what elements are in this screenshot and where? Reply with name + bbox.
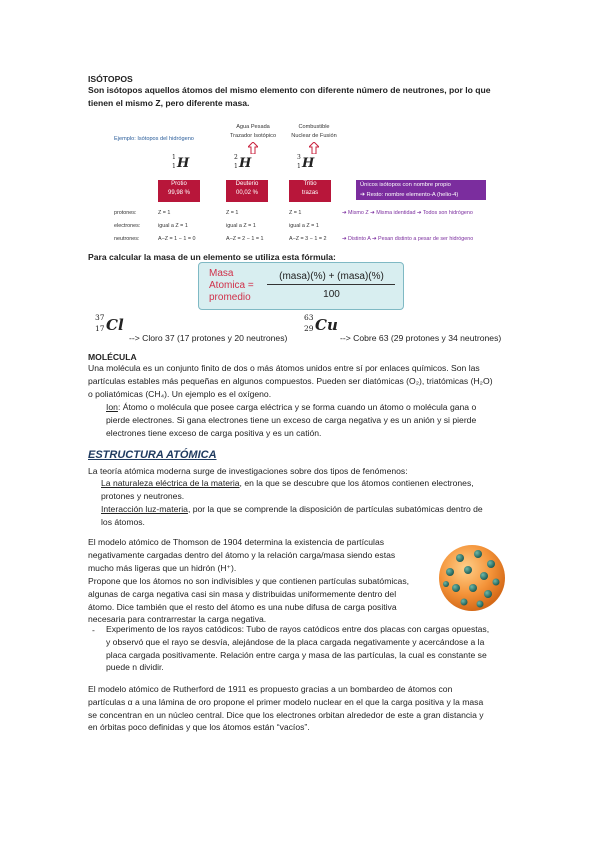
formula-numerator: (masa)(%) + (masa)(%) [279, 271, 384, 282]
cell: A−Z = 1 − 1 = 0 [158, 236, 196, 242]
thomson-paragraph-2: Propone que los átomos no son indivisibles y que contienen partículas subatómicas, algunas de carga negativa casi sin masa y distribuidas uniformemente dentro del átomo. Dice también que el resto del átomo es una nube difusa de carga positiva necesaria para contrarrestar la carga negativa. [88, 576, 410, 625]
isotope-box-protio: Protio 99,98 % [158, 180, 200, 202]
isotope-figure [114, 118, 508, 246]
formula-label-3: promedio [209, 292, 251, 303]
formula-label-1: Masa [209, 268, 234, 279]
cell: igual a Z = 1 [158, 223, 188, 229]
estructura-item-2: Interacción luz-materia, por la que se comprende la disposición de partículas subatómicas dentro de los átomos. [101, 504, 483, 527]
cell: A−Z = 3 − 1 = 2 [289, 236, 327, 242]
bullet-marker: - [92, 625, 95, 635]
formula-label-2: Atomica = [209, 280, 254, 291]
cell: Z = 1 [226, 210, 239, 216]
row-label-neutrones: neutrones: [114, 236, 140, 242]
estructura-intro: La teoría atómica moderna surge de investigaciones sobre dos tipos de fenómenos: [88, 466, 408, 476]
cell: Z = 1 [289, 210, 302, 216]
example-label: Ejemplo: Isótopos del hidrógeno [114, 136, 194, 142]
element-chlorine-symbol: 37 17 Cl [95, 313, 124, 334]
fraction-line [267, 284, 395, 285]
cell: igual a Z = 1 [226, 223, 256, 229]
element-copper-symbol: 63 29 Cu [304, 313, 338, 334]
arrow-up-icon [309, 142, 319, 154]
copper-text: --> Cobre 63 (29 protones y 34 neutrones) [340, 333, 502, 343]
top-label-tritio: Combustible Nuclear de Fusión [291, 124, 337, 139]
isotope-symbol-protio: 1 1 H [172, 154, 190, 171]
isotope-symbol-deuterio: 2 1 H [234, 154, 252, 171]
thomson-paragraph-1: El modelo atómico de Thomson de 1904 determina la existencia de partículas negativamente cargadas dentro del átomo y la relación carga/masa siendo estas mucho más ligeras que un hidrón (H⁺). [88, 537, 396, 573]
cell: igual a Z = 1 [289, 223, 319, 229]
masa-intro: Para calcular la masa de un elemento se utiliza esta fórmula: [88, 252, 336, 262]
molecula-title: MOLÉCULA [88, 352, 137, 362]
top-label-deuterio: Agua Pesada Trazador Isotópico [229, 124, 277, 139]
row-label-protones: protones: [114, 210, 137, 216]
mass-formula [198, 262, 404, 310]
formula-denominator: 100 [323, 289, 340, 300]
plum-pudding-atom-illustration [436, 542, 508, 614]
cell: Z = 1 [158, 210, 171, 216]
cell-note: ➔ Distinto A ➔ Pesan distinto a pesar de ser hidrógeno [342, 236, 474, 242]
cell-note: ➔ Mismo Z ➔ Misma identidad ➔ Todos son hidrógeno [342, 210, 473, 216]
isotope-box-tritio: Tritio trazas [289, 180, 331, 202]
chlorine-text: --> Cloro 37 (17 protones y 20 neutrones) [129, 333, 288, 343]
row-label-electrones: electrones: [114, 223, 141, 229]
isotopos-title: ISÓTOPOS [88, 74, 133, 84]
thomson-experiment: Experimento de los rayos catódicos: Tubo de rayos catódicos entre dos placas con cargas opuestas, y observó que el rayo se desvía, alejándose de la placa cargada negativamente y acercándose a la placa cargada positivamente. Relación entre carga y masa de las partículas, la cual es constante se puede n dividir. [106, 624, 490, 673]
isotope-symbol-tritio: 3 1 H [297, 154, 315, 171]
estructura-heading: ESTRUCTURA ATÓMICA [88, 449, 217, 461]
molecula-text: Una molécula es un conjunto finito de dos o más átomos unidos entre sí por enlaces químicos. Son las partículas estables más pequeñas en algunos compuestos. Pueden ser diatómicas (O₂), triatómicas (H₂O) o poliatómicas (CH₄). Un ejemplo es el oxígeno. [88, 363, 493, 399]
estructura-item-1: La naturaleza eléctrica de la materia, en la que se descubre que los átomos contienen electrones, protones y neutrones. [101, 478, 474, 501]
isotope-box-deuterio: Deuterio 00,02 % [226, 180, 268, 202]
arrow-up-icon [248, 142, 258, 154]
ion-definition: Ion: Átomo o molécula que posee carga eléctrica y se forma cuando un átomo o molécula gana o pierde electrones. Si gana electrones tiene un exceso de carga negativa y es un anión y si pierde electrones tiene exceso de carga positiva y es un catión. [106, 402, 477, 438]
isotopos-definition: Son isótopos aquellos átomos del mismo elemento con diferente número de neutrones, por lo que tienen el mismo Z, pero diferente masa. [88, 85, 491, 108]
cell: A−Z = 2 − 1 = 1 [226, 236, 264, 242]
note-box: Únicos isótopos con nombre propio ➔ Resto: nombre elemento-A (helio-4) [356, 180, 486, 200]
rutherford-paragraph: El modelo atómico de Rutherford de 1911 es propuesto gracias a un bombardeo de átomos con partículas α a una lámina de oro propone el primer modelo nuclear en el que la carga positiva y la masa se concentran en un núcleo central. Dice que los electrones orbitan alrededor de este a gran distancia y en órbitas poco definidas y que los átomos están “vacíos”. [88, 684, 484, 733]
